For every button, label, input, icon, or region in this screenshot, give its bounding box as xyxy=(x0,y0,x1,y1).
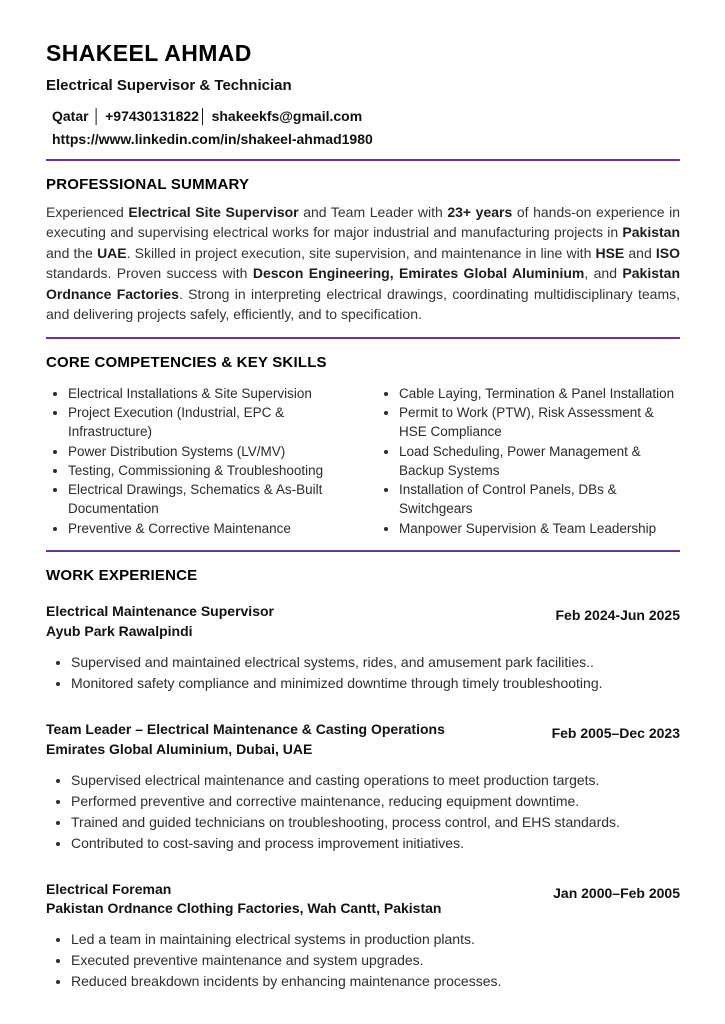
job-titles xyxy=(46,720,445,760)
skills-column-left xyxy=(46,384,349,538)
job-list xyxy=(46,602,680,992)
skills-columns xyxy=(46,384,680,538)
section-divider xyxy=(46,159,680,161)
job-bullet: • Performed preventive and corrective maintenance, reducing equipment downtime. xyxy=(71,791,680,812)
section-divider xyxy=(46,550,680,552)
skill-item: • Cable Laying, Termination & Panel Installation xyxy=(399,384,680,403)
job-bullet: • Executed preventive maintenance and system upgrades. xyxy=(71,950,680,971)
job-dates: Feb 2024-Jun 2025 xyxy=(555,607,680,623)
job-bullet: • Supervised and maintained electrical systems, rides, and amusement park facilities.. xyxy=(71,652,680,673)
section-work-experience xyxy=(46,567,680,992)
skill-item: • Permit to Work (PTW), Risk Assessment & HSE Compliance xyxy=(399,403,680,442)
job-titles xyxy=(46,880,441,920)
job-bullet: • Contributed to cost-saving and process improvement initiatives. xyxy=(71,833,680,854)
job-position: Electrical Maintenance Supervisor xyxy=(46,603,274,619)
resume-header xyxy=(46,40,680,147)
skills-column-right xyxy=(377,384,680,538)
section-core-competencies xyxy=(46,354,680,538)
job-bullet: • Led a team in maintaining electrical systems in production plants. xyxy=(71,929,680,950)
experience-heading: WORK EXPERIENCE xyxy=(46,567,198,584)
job-header xyxy=(46,880,680,920)
skill-item: • Preventive & Corrective Maintenance xyxy=(68,519,349,538)
job-position: Team Leader – Electrical Maintenance & Casting Operations xyxy=(46,720,445,737)
job-bullet: • Monitored safety compliance and minimized downtime through timely troubleshooting. xyxy=(71,673,680,694)
job-bullet: • Supervised electrical maintenance and casting operations to meet production targets. xyxy=(71,770,680,791)
job-company: Emirates Global Aluminium, Dubai, UAE xyxy=(46,740,313,757)
job-bullet-list xyxy=(46,770,680,854)
job-entry xyxy=(46,880,680,993)
job-entry xyxy=(46,720,680,854)
skill-item: • Project Execution (Industrial, EPC & Infrastructure) xyxy=(68,403,349,442)
candidate-job-title: Electrical Supervisor & Technician xyxy=(46,77,292,94)
skill-item: • Testing, Commissioning & Troubleshooting xyxy=(68,461,349,480)
job-bullet-list xyxy=(46,652,680,694)
job-company: Ayub Park Rawalpindi xyxy=(46,622,193,639)
skill-item: • Installation of Control Panels, DBs & Switchgears xyxy=(399,480,680,519)
summary-heading: PROFESSIONAL SUMMARY xyxy=(46,176,250,193)
skill-item: • Power Distribution Systems (LV/MV) xyxy=(68,442,349,461)
job-header xyxy=(46,602,680,642)
job-company: Pakistan Ordnance Clothing Factories, Wah Cantt, Pakistan xyxy=(46,900,442,917)
candidate-name: SHAKEEL AHMAD xyxy=(46,40,252,66)
job-bullet: • Reduced breakdown incidents by enhancing maintenance processes. xyxy=(71,971,680,992)
skill-item: • Manpower Supervision & Team Leadership xyxy=(399,519,680,538)
job-bullet-list xyxy=(46,929,680,992)
job-entry xyxy=(46,602,680,694)
job-bullet: • Trained and guided technicians on troubleshooting, process control, and EHS standards. xyxy=(71,812,680,833)
job-header xyxy=(46,720,680,760)
section-divider xyxy=(46,337,680,339)
skill-item: • Electrical Drawings, Schematics & As-Built Documentation xyxy=(68,480,349,519)
skill-item: • Load Scheduling, Power Management & Backup Systems xyxy=(399,442,680,481)
skills-heading: CORE COMPETENCIES & KEY SKILLS xyxy=(46,353,327,371)
contact-info: Qatar │ +97430131822│ shakeekfs@gmail.com xyxy=(52,108,363,124)
linkedin-url: https://www.linkedin.com/in/shakeel-ahmad1980 xyxy=(52,131,373,147)
job-titles xyxy=(46,602,274,642)
summary-paragraph: Experienced Electrical Site Supervisor and Team Leader with 23+ years of hands-on experience in executing and supervising electrical works for major industrial and manufacturing projects in Pakistan and the UAE. Skilled in project execution, site supervision, and maintenance in line with HSE and ISO standards. Proven success with Descon Engineering, Emirates Global Aluminium, and Pakistan Ordnance Factories. Strong in interpreting electrical drawings, coordinating multidisciplinary teams, and delivering projects safely, efficiently, and to specification. xyxy=(46,204,681,323)
skill-item: • Electrical Installations & Site Supervision xyxy=(68,384,349,403)
job-position: Electrical Foreman xyxy=(46,880,172,897)
job-dates: Feb 2005–Dec 2023 xyxy=(551,724,680,741)
job-dates: Jan 2000–Feb 2005 xyxy=(553,884,680,901)
section-professional-summary xyxy=(46,176,680,325)
